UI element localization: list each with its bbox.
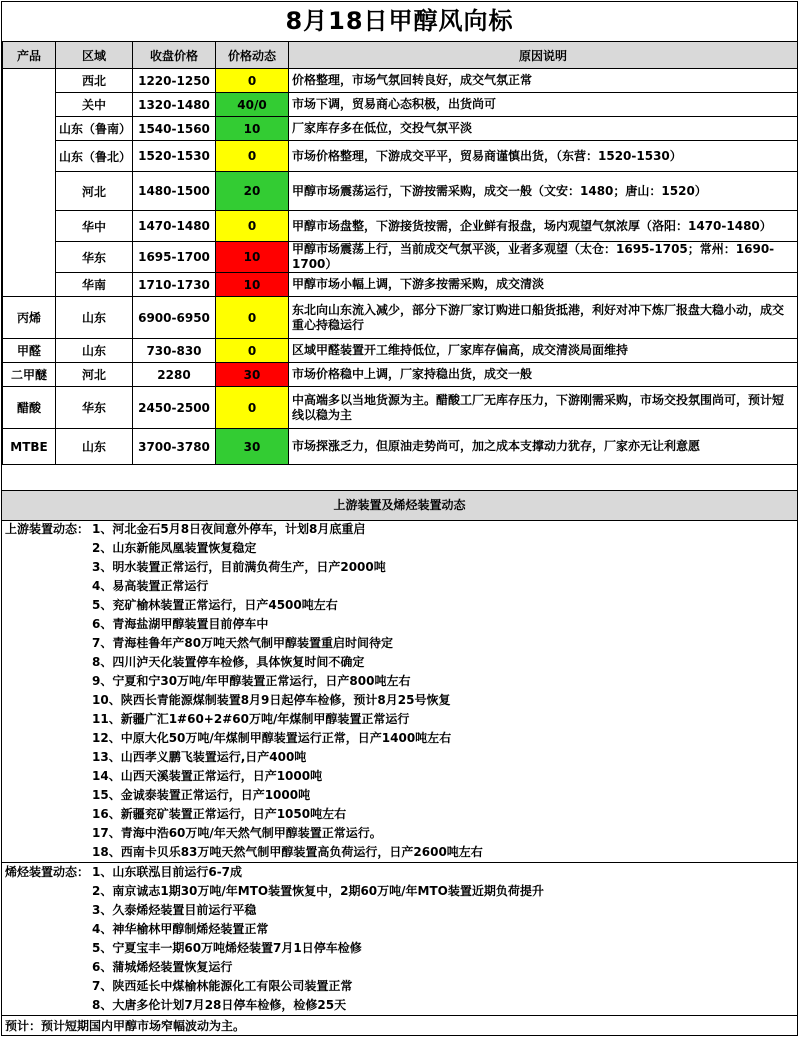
price-table xyxy=(2,41,798,465)
reason-cell: 市场下调，贸易商心态积极，出货尚可 xyxy=(289,93,798,117)
product-cell: 醋酸 xyxy=(3,387,56,429)
table-row xyxy=(3,172,798,211)
list-item-text: 8、四川泸天化装置停车检修，具体恢复时间不确定 xyxy=(92,655,365,669)
region-cell: 华南 xyxy=(56,273,133,297)
forecast-text: 预计：预计短期国内甲醇市场窄幅波动为主。 xyxy=(5,1019,246,1033)
upstream-item xyxy=(2,843,797,862)
upstream-item xyxy=(2,539,797,558)
upstream-item xyxy=(2,786,797,805)
region-cell: 关中 xyxy=(56,93,133,117)
region-cell: 河北 xyxy=(56,363,133,387)
upstream-item xyxy=(2,710,797,729)
price-cell: 1470-1480 xyxy=(133,211,216,242)
region-cell: 华中 xyxy=(56,211,133,242)
upstream-item xyxy=(2,653,797,672)
change-cell: 30 xyxy=(216,429,289,465)
list-item-text: 1、山东联泓目前运行6-7成 xyxy=(92,865,243,879)
header-reason: 原因说明 xyxy=(289,42,798,69)
region-cell: 山东 xyxy=(56,297,133,339)
list-item-text: 4、易高装置正常运行 xyxy=(92,579,209,593)
change-cell: 10 xyxy=(216,242,289,273)
olefin-item xyxy=(2,882,797,901)
change-cell: 0 xyxy=(216,387,289,429)
region-cell: 山东（鲁南） xyxy=(56,117,133,141)
table-row xyxy=(3,387,798,429)
list-item-text: 13、山西孝义鹏飞装置运行,日产400吨 xyxy=(92,750,307,764)
list-item-text: 7、青海桂鲁年产80万吨天然气制甲醇装置重启时间待定 xyxy=(92,636,394,650)
region-cell: 山东（鲁北） xyxy=(56,141,133,172)
change-cell: 0 xyxy=(216,211,289,242)
table-row xyxy=(3,242,798,273)
price-cell: 730-830 xyxy=(133,339,216,363)
list-label: 烯烃装置动态： xyxy=(5,865,90,879)
list-item-text: 2、南京诚志1期30万吨/年MTO装置恢复中，2期60万吨/年MTO装置近期负荷提升 xyxy=(92,884,544,898)
upstream-item xyxy=(2,558,797,577)
price-cell: 1540-1560 xyxy=(133,117,216,141)
product-cell: MTBE xyxy=(3,429,56,465)
upstream-item xyxy=(2,767,797,786)
upstream-item xyxy=(2,634,797,653)
header-change: 价格动态 xyxy=(216,42,289,69)
list-item-text: 6、蒲城烯烃装置恢复运行 xyxy=(92,960,233,974)
list-item-text: 11、新疆广汇1#60+2#60万吨/年煤制甲醇装置正常运行 xyxy=(92,712,410,726)
list-item-text: 6、青海盐湖甲醇装置目前停车中 xyxy=(92,617,269,631)
list-item-text: 1、河北金石5月8日夜间意外停车，计划8月底重启 xyxy=(92,522,366,536)
list-label: 上游装置动态： xyxy=(5,522,90,536)
product-cell: 甲醛 xyxy=(3,339,56,363)
upstream-item xyxy=(2,672,797,691)
list-item-text: 14、山西天溪装置正常运行，日产1000吨 xyxy=(92,769,323,783)
olefin-list xyxy=(2,863,797,1015)
table-row xyxy=(3,339,798,363)
list-item-text: 10、陕西长青能源煤制装置8月9日起停车检修，预计8月25号恢复 xyxy=(92,693,451,707)
change-cell: 10 xyxy=(216,273,289,297)
list-item-text: 12、中原大化50万吨/年煤制甲醇装置运行正常，日产1400吨左右 xyxy=(92,731,452,745)
olefin-item xyxy=(2,958,797,977)
list-item-text: 16、新疆兖矿装置正常运行，日产1050吨左右 xyxy=(92,807,347,821)
olefin-item xyxy=(2,920,797,939)
section-title: 上游装置及烯烃装置动态 xyxy=(2,490,797,521)
reason-cell: 市场探涨乏力，但原油走势尚可，加之成本支撑动力犹存，厂家亦无让利意愿 xyxy=(289,429,798,465)
price-cell: 3700-3780 xyxy=(133,429,216,465)
reason-cell: 甲醇市场小幅上调，下游多按需采购，成交清淡 xyxy=(289,273,798,297)
olefin-item xyxy=(2,977,797,996)
region-cell: 河北 xyxy=(56,172,133,211)
report-sheet xyxy=(1,1,798,1036)
change-cell: 0 xyxy=(216,69,289,93)
product-cell: 二甲醚 xyxy=(3,363,56,387)
list-item-text: 3、久泰烯烃装置目前运行平稳 xyxy=(92,903,257,917)
region-cell: 华东 xyxy=(56,242,133,273)
olefin-item xyxy=(2,901,797,920)
list-item-text: 9、宁夏和宁30万吨/年甲醇装置正常运行，日产800吨左右 xyxy=(92,674,411,688)
upstream-item xyxy=(2,520,797,539)
list-item-text: 18、西南卡贝乐83万吨天然气制甲醇装置高负荷运行，日产2600吨左右 xyxy=(92,845,483,859)
table-row xyxy=(3,93,798,117)
price-cell: 1710-1730 xyxy=(133,273,216,297)
table-row xyxy=(3,69,798,93)
olefin-item xyxy=(2,996,797,1015)
header-price: 收盘价格 xyxy=(133,42,216,69)
region-cell: 山东 xyxy=(56,339,133,363)
upstream-list xyxy=(2,520,797,862)
upstream-item xyxy=(2,577,797,596)
list-item-text: 5、宁夏宝丰一期60万吨烯烃装置7月1日停车检修 xyxy=(92,941,362,955)
list-item-text: 2、山东新能凤凰装置恢复稳定 xyxy=(92,541,257,555)
list-item-text: 15、金诚泰装置正常运行，日产1000吨 xyxy=(92,788,311,802)
product-cell: 丙烯 xyxy=(3,297,56,339)
upstream-item xyxy=(2,691,797,710)
change-cell: 0 xyxy=(216,141,289,172)
upstream-item xyxy=(2,615,797,634)
reason-cell: 市场价格整理，下游成交平平，贸易商谨慎出货，（东营：1520-1530） xyxy=(289,141,798,172)
upstream-item xyxy=(2,805,797,824)
region-cell: 西北 xyxy=(56,69,133,93)
region-cell: 华东 xyxy=(56,387,133,429)
table-header-row xyxy=(3,42,798,69)
price-cell: 1520-1530 xyxy=(133,141,216,172)
table-row xyxy=(3,141,798,172)
upstream-item xyxy=(2,596,797,615)
price-cell: 2280 xyxy=(133,363,216,387)
table-row xyxy=(3,297,798,339)
price-cell: 2450-2500 xyxy=(133,387,216,429)
price-cell: 1320-1480 xyxy=(133,93,216,117)
reason-cell: 甲醇市场盘整，下游接货按需，企业鲜有报盘，场内观望气氛浓厚（洛阳：1470-1480） xyxy=(289,211,798,242)
change-cell: 20 xyxy=(216,172,289,211)
reason-cell: 市场价格稳中上调，厂家持稳出货，成交一般 xyxy=(289,363,798,387)
reason-cell: 区域甲醛装置开工维持低位，厂家库存偏高，成交清淡局面维持 xyxy=(289,339,798,363)
reason-cell: 甲醇市场震荡上行，当前成交气氛平淡，业者多观望（太仓：1695-1705；常州：1690-1700） xyxy=(289,242,798,273)
header-product: 产品 xyxy=(3,42,56,69)
list-item-text: 17、青海中浩60万吨/年天然气制甲醇装置正常运行。 xyxy=(92,826,382,840)
list-item-text: 7、陕西延长中煤榆林能源化工有限公司装置正常 xyxy=(92,979,353,993)
price-cell: 6900-6950 xyxy=(133,297,216,339)
table-row xyxy=(3,363,798,387)
product-cell xyxy=(3,69,56,297)
reason-cell: 中高端多以当地货源为主。醋酸工厂无库存压力，下游刚需采购，市场交投氛围尚可，预计短线以稳为主 xyxy=(289,387,798,429)
reason-cell: 价格整理，市场气氛回转良好，成交气氛正常 xyxy=(289,69,798,93)
olefin-item xyxy=(2,939,797,958)
change-cell: 0 xyxy=(216,339,289,363)
upstream-item xyxy=(2,748,797,767)
change-cell: 0 xyxy=(216,297,289,339)
list-item-text: 5、兖矿榆林装置正常运行，日产4500吨左右 xyxy=(92,598,338,612)
change-cell: 10 xyxy=(216,117,289,141)
upstream-item xyxy=(2,824,797,843)
divider xyxy=(2,1015,797,1016)
list-item-text: 3、明水装置正常运行，目前满负荷生产，日产2000吨 xyxy=(92,560,386,574)
list-item-text: 8、大唐多伦计划7月28日停车检修，检修25天 xyxy=(92,998,347,1012)
change-cell: 30 xyxy=(216,363,289,387)
upstream-item xyxy=(2,729,797,748)
price-cell: 1695-1700 xyxy=(133,242,216,273)
table-row xyxy=(3,429,798,465)
reason-cell: 厂家库存多在低位，交投气氛平淡 xyxy=(289,117,798,141)
header-region: 区域 xyxy=(56,42,133,69)
table-row xyxy=(3,273,798,297)
report-title: 8月18日甲醇风向标 xyxy=(2,2,797,42)
table-row xyxy=(3,117,798,141)
list-item-text: 4、神华榆林甲醇制烯烃装置正常 xyxy=(92,922,269,936)
region-cell: 山东 xyxy=(56,429,133,465)
reason-cell: 东北向山东流入减少，部分下游厂家订购进口船货抵港，利好对冲下炼厂报盘大稳小动，成交重心持稳运行 xyxy=(289,297,798,339)
reason-cell: 甲醇市场震荡运行，下游按需采购，成交一般（文安：1480；唐山：1520） xyxy=(289,172,798,211)
change-cell: 40/0 xyxy=(216,93,289,117)
price-cell: 1220-1250 xyxy=(133,69,216,93)
price-cell: 1480-1500 xyxy=(133,172,216,211)
table-row xyxy=(3,211,798,242)
olefin-item xyxy=(2,863,797,882)
